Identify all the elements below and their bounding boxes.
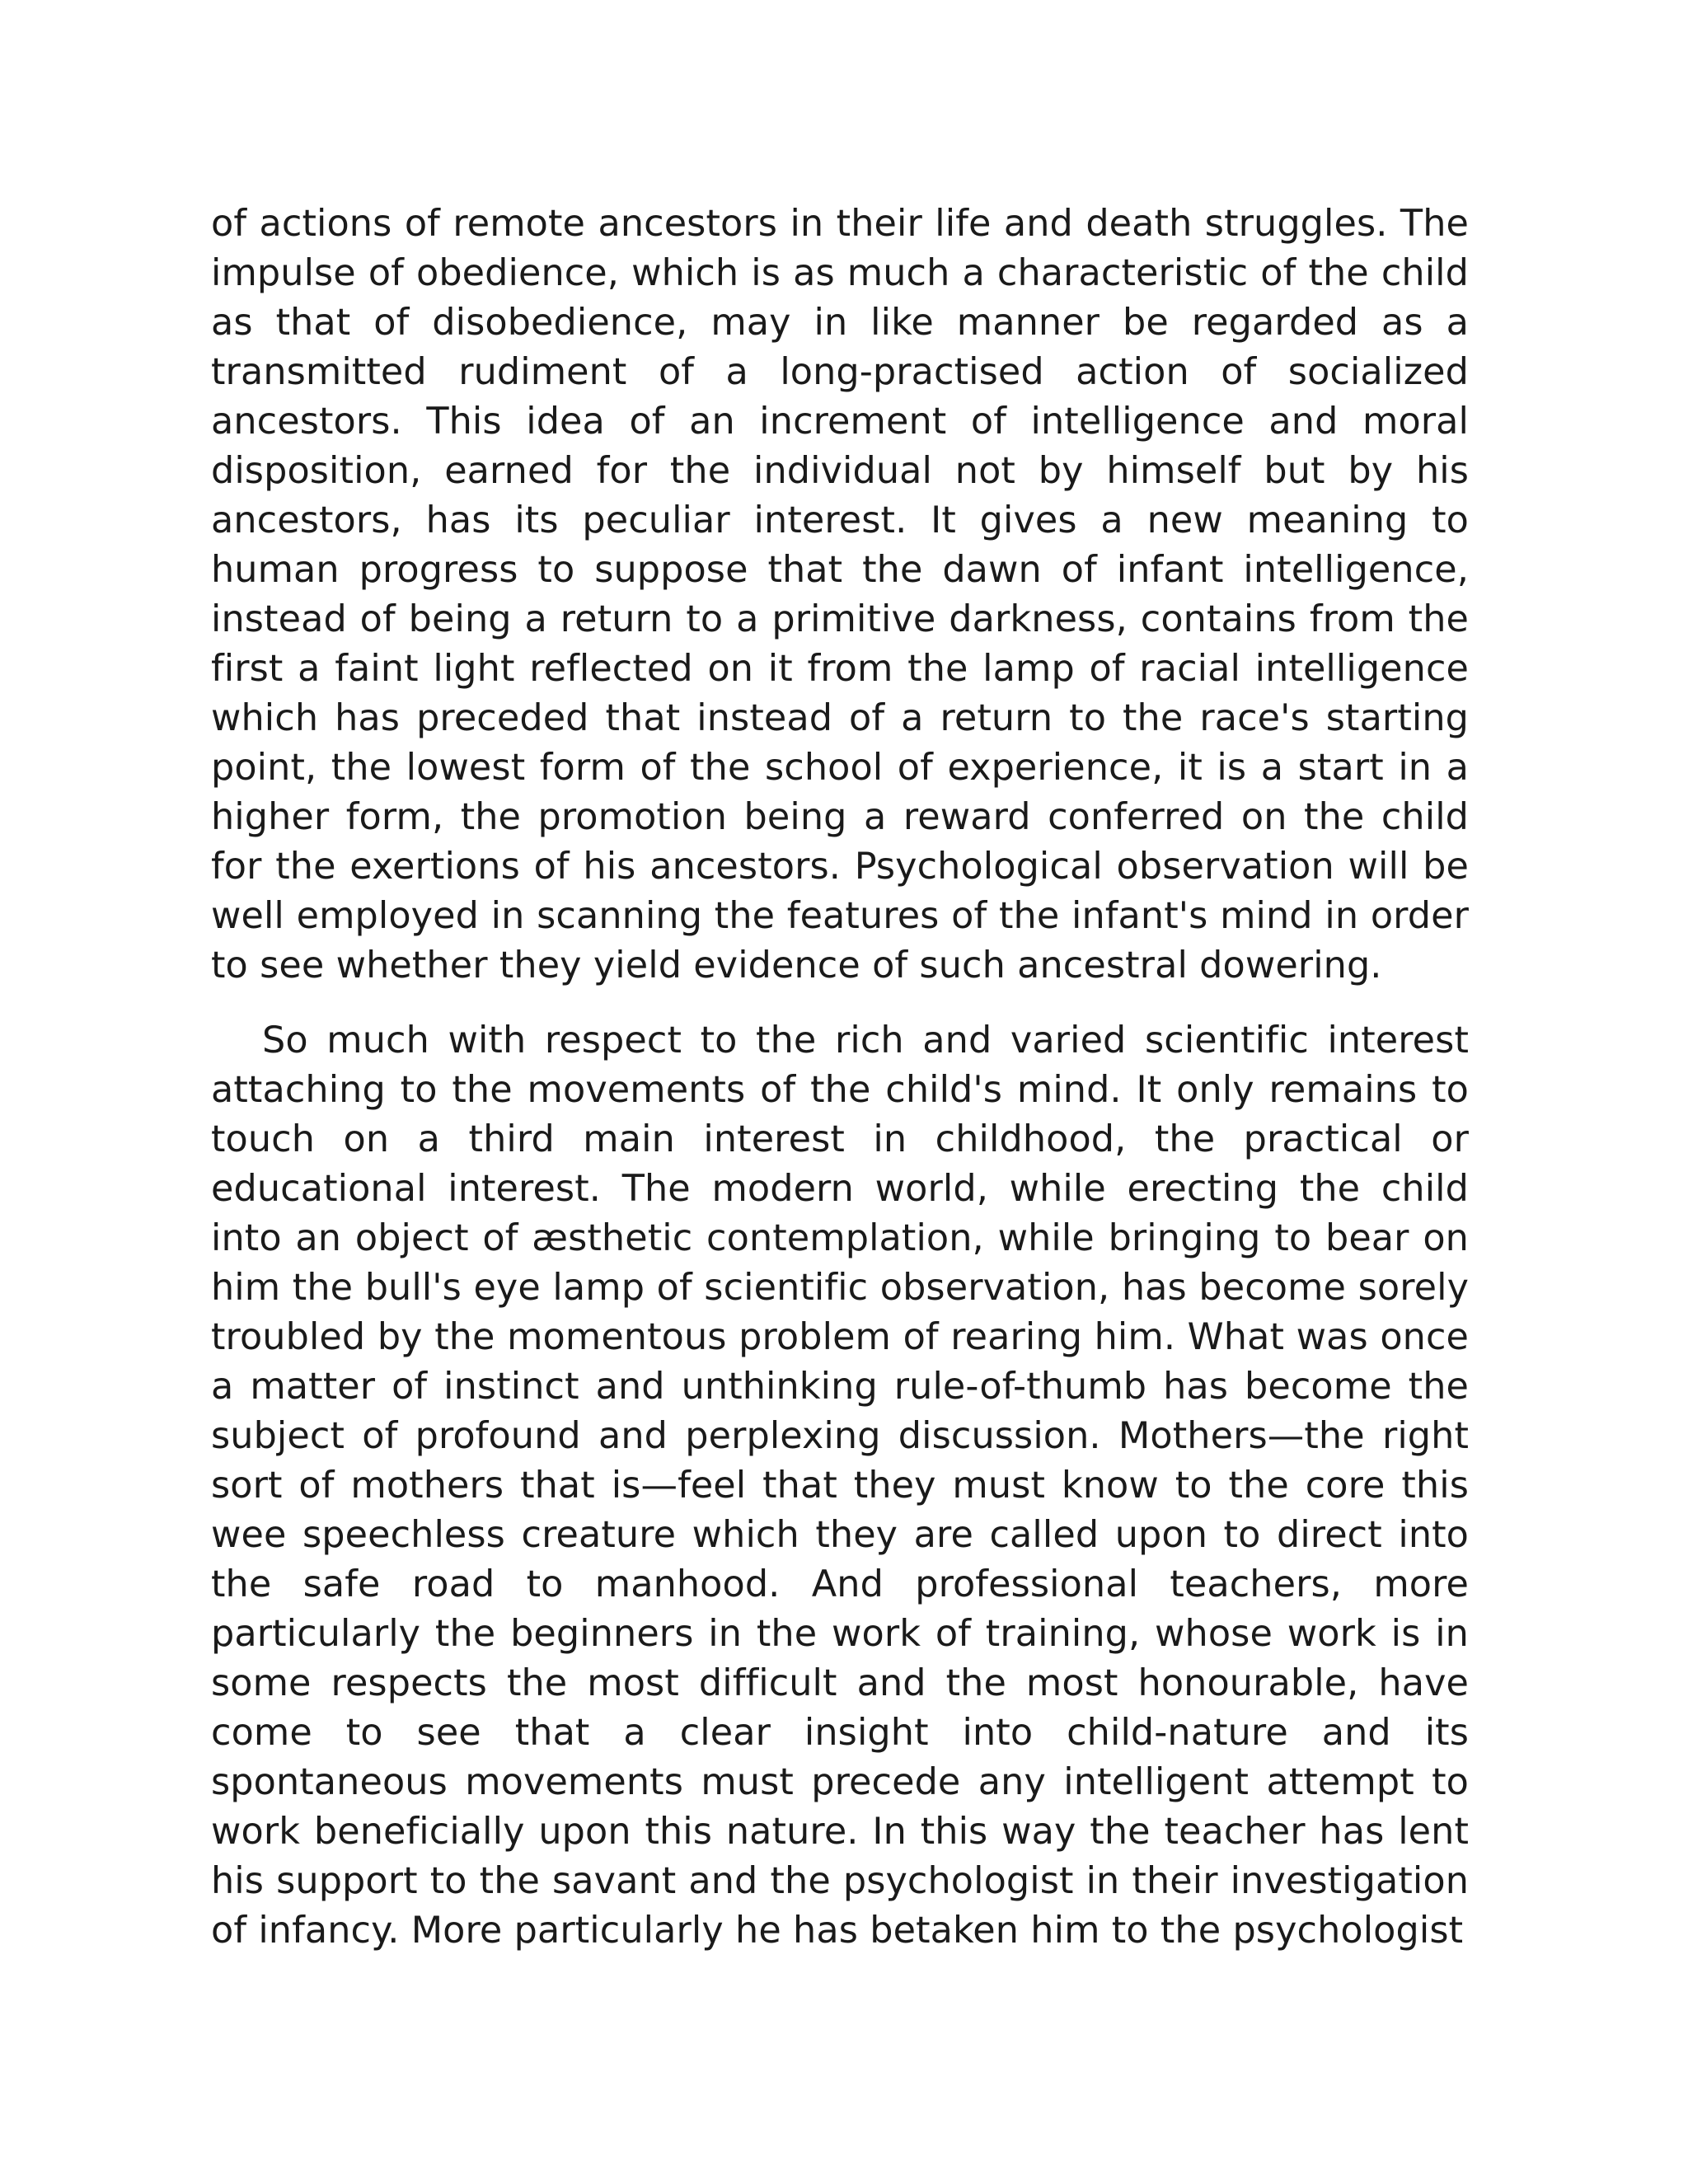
document-page xyxy=(211,199,1469,1956)
paragraph-ancestral-inheritance: of actions of remote ancestors in their life and death struggles. The impulse of obedience, which is as much a characteristic of the child as that of disobedience, may in like manner be regarded as a transmitted rudiment of a long-practised action of socialized ancestors. This idea of an increment of intelligence and moral disposition, earned for the individual not by himself but by his ancestors, has its peculiar interest. It gives a new meaning to human progress to suppose that the dawn of infant intelligence, instead of being a return to a primitive darkness, contains from the first a faint light reflected on it from the lamp of racial intelligence which has preceded that instead of a return to the race's starting point, the lowest form of the school of experience, it is a start in a higher form, the promotion being a reward conferred on the child for the exertions of his ancestors. Psychological observation will be well employed in scanning the features of the infant's mind in order to see whether they yield evidence of such ancestral dowering. xyxy=(211,203,1469,987)
paragraph-educational-interest: So much with respect to the rich and varied scientific interest attaching to the movements of the child's mind. It only remains to touch on a third main interest in childhood, the practical or educational interest. The modern world, while erecting the child into an object of æsthetic contemplation, while bringing to bear on him the bull's eye lamp of scientific observation, has become sorely troubled by the momentous problem of rearing him. What was once a matter of instinct and unthinking rule-of-thumb has become the subject of profound and perplexing discussion. Mothers—the right sort of mothers that is—feel that they must know to the core this wee speechless creature which they are called upon to direct into the safe road to manhood. And professional teachers, more particularly the beginners in the work of training, whose work is in some respects the most difficult and the most honourable, have come to see that a clear insight into child-nature and its spontaneous movements must precede any intelligent attempt to work beneficially upon this nature. In this way the teacher has lent his support to the savant and the psychologist in their investigation of infancy. More particularly he has betaken him to the psychologist xyxy=(211,1019,1469,1952)
